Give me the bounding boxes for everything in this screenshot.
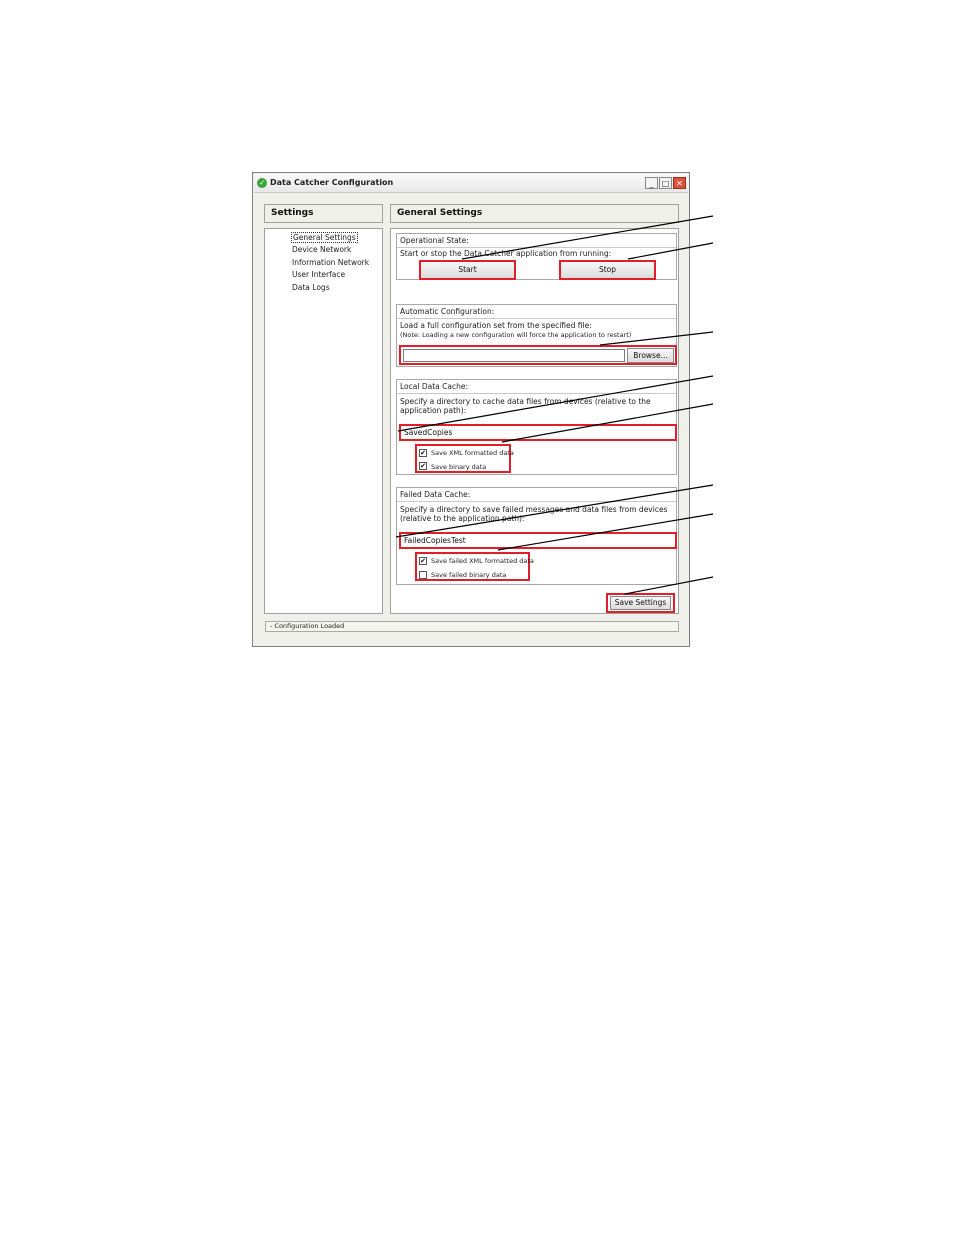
local-cache-directory-input[interactable]: SavedCopies (399, 424, 677, 441)
title-bar (254, 174, 688, 193)
save-failed-xml-label: Save failed XML formatted data (431, 557, 534, 565)
save-settings-button[interactable]: Save Settings (610, 596, 671, 610)
browse-button[interactable]: Browse... (627, 348, 674, 363)
failed-cache-description-2: (relative to the application path): (400, 514, 525, 523)
failed-cache-description: Specify a directory to save failed messages and data files from devices (400, 505, 668, 514)
save-xml-checkbox[interactable]: ✔ (420, 449, 426, 457)
local-cache-description-2: application path): (400, 406, 467, 415)
save-binary-label: Save binary data (431, 463, 487, 471)
group-title: Automatic Configuration: (400, 307, 495, 316)
sidebar-item-information-network[interactable]: Information Network (292, 258, 370, 267)
failed-cache-checkbox-highlight (415, 552, 534, 581)
divider (397, 501, 676, 502)
failed-data-cache-group (396, 487, 677, 585)
maximize-button[interactable]: □ (659, 177, 672, 189)
automatic-configuration-note: (Note: Loading a new configuration will force the application to restart) (400, 331, 632, 339)
sidebar-item-data-logs[interactable]: Data Logs (292, 283, 330, 292)
main-panel (390, 228, 679, 614)
sidebar-item-general-settings[interactable]: General Settings (293, 233, 356, 242)
save-xml-label: Save XML formatted data (431, 449, 514, 457)
divider (397, 318, 676, 319)
window-title: Data Catcher Configuration (270, 178, 394, 187)
save-failed-binary-label: Save failed binary data (431, 571, 507, 579)
close-button[interactable]: ✕ (673, 177, 686, 189)
local-cache-description: Specify a directory to cache data files from devices (relative to the (400, 397, 651, 406)
save-binary-checkbox[interactable]: ✔ (420, 462, 426, 470)
sidebar-item-user-interface[interactable]: User Interface (292, 270, 346, 279)
minimize-button[interactable]: _ (645, 177, 658, 189)
local-data-cache-group (396, 379, 677, 475)
app-check-icon: ✓ (257, 178, 267, 188)
start-button[interactable]: Start (419, 260, 516, 280)
sidebar-item-device-network[interactable]: Device Network (292, 245, 352, 254)
automatic-configuration-description: Load a full configuration set from the specified file: (400, 321, 592, 330)
divider (397, 393, 676, 394)
status-bar: - Configuration Loaded (265, 621, 679, 632)
main-header: General Settings (390, 204, 679, 223)
config-window (252, 172, 690, 647)
save-failed-binary-checkbox[interactable] (419, 571, 427, 579)
sidebar-header: Settings (264, 204, 383, 223)
local-cache-checkbox-highlight (415, 444, 514, 473)
save-settings-highlight (606, 593, 675, 613)
config-file-input[interactable] (403, 349, 625, 362)
sidebar-tree (264, 228, 383, 614)
divider (397, 247, 676, 248)
group-title: Operational State: (400, 236, 469, 245)
failed-cache-directory-input[interactable]: FailedCopiesTest (399, 532, 677, 549)
group-title: Local Data Cache: (400, 382, 468, 391)
save-failed-xml-checkbox[interactable]: ✔ (420, 557, 426, 565)
group-title: Failed Data Cache: (400, 490, 471, 499)
operational-state-description: Start or stop the Data Catcher application from running: (400, 249, 612, 258)
automatic-configuration-group (396, 304, 677, 367)
stop-button[interactable]: Stop (559, 260, 656, 280)
config-file-highlight (399, 345, 677, 365)
operational-state-group (396, 233, 677, 280)
